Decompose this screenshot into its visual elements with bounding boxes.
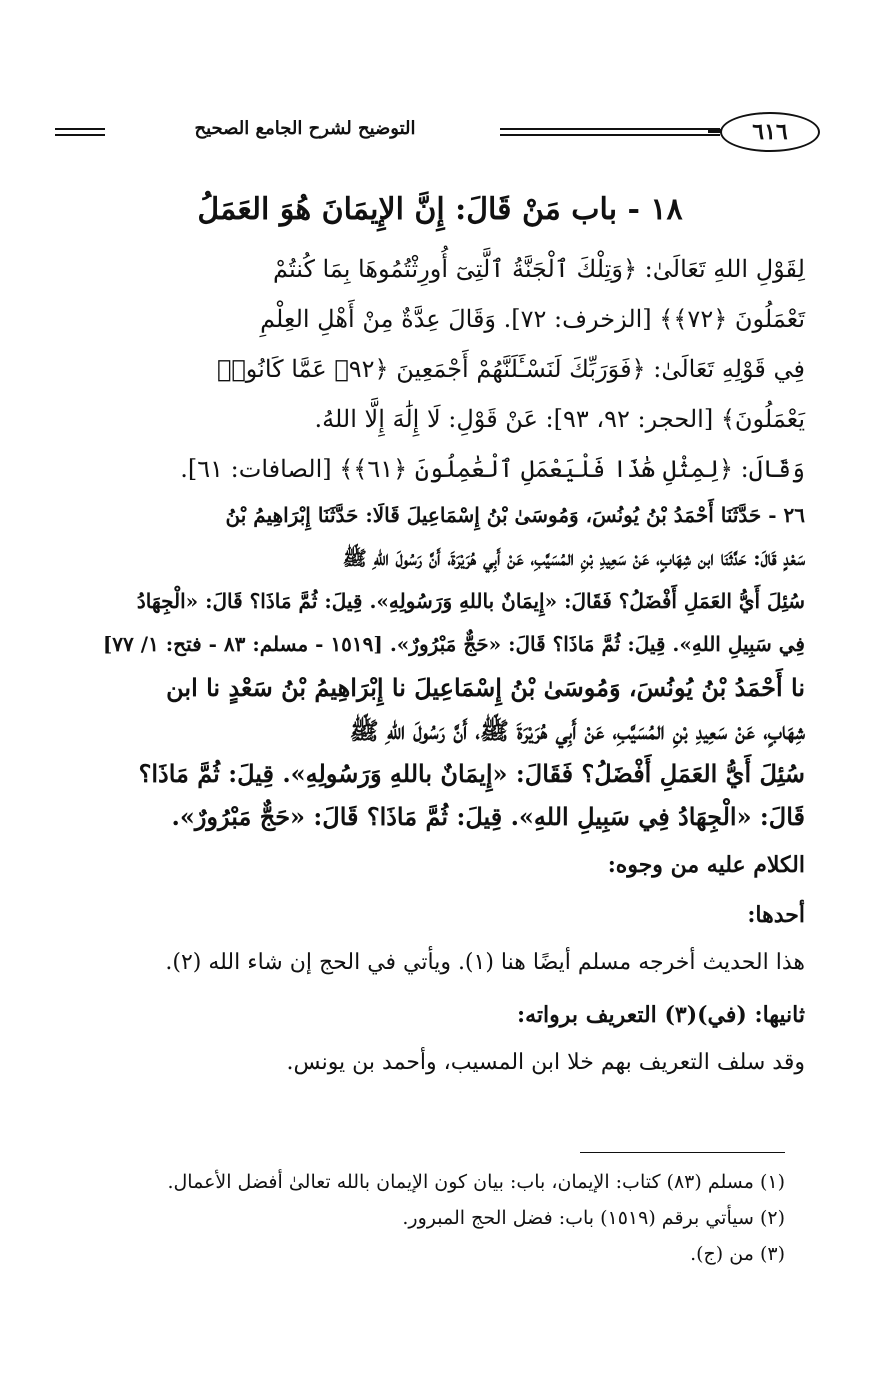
text-line: لِقَوْلِ اللهِ تَعَالَىٰ: ﴿وَتِلْكَ ٱلْجَنَّةُ ٱلَّتِىٓ أُورِثْتُمُوهَا بِمَا كُنتُمْ [273, 255, 805, 283]
footnote-separator [580, 1152, 785, 1153]
footnote: (٢) سيأتي برقم (١٥١٩) باب: فضل الحج المبرور. [402, 1207, 785, 1229]
text-line: تَعْمَلُونَ ﴿٧٢﴾﴾ [الزخرف: ٧٢]. وَقَالَ عِدَّةٌ مِنْ أَهْلِ العِلْمِ [260, 305, 805, 333]
text-line: فِي سَبِيلِ اللهِ». قِيلَ: ثُمَّ مَاذَا؟ قَالَ: «حَجٌّ مَبْرُورٌ». [١٥١٩ - مسلم: ٨٣ - فتح: ١/ ٧٧] [102, 632, 805, 656]
section-heading: أحدها: [747, 902, 805, 928]
main-text [75, 180, 805, 1088]
quran-paragraph [75, 244, 805, 494]
text-line: وَقَالَ: ﴿لِمِثْلِ هَٰذَا فَلْيَعْمَلِ ٱلْعَٰمِلُونَ ﴿٦١﴾﴾ [الصافات: ٦١]. [180, 455, 805, 483]
text-line: يَعْمَلُونَ﴾ [الحجر: ٩٢، ٩٣]: عَنْ قَوْلِ: لَا إِلَٰهَ إِلَّا اللهُ. [314, 405, 805, 433]
narration-paragraph [75, 666, 805, 838]
header-rule [55, 128, 105, 136]
book-title: التوضيح لشرح الجامع الصحيح [194, 118, 416, 139]
text-line: سُئِلَ أَيُّ العَمَلِ أَفْضَلُ؟ فَقَالَ: «إِيمَانٌ باللهِ وَرَسُولِهِ». قِيلَ: ثُمَّ مَاذَا؟ قَالَ: «الْجِهَادُ [136, 589, 805, 613]
page-number: ٦١٦ [720, 112, 820, 152]
section-text: وقد سلف التعريف بهم خلا ابن المسيب، وأحمد بن يونس. [286, 1050, 805, 1075]
footnotes [65, 1164, 785, 1272]
commentary [75, 842, 805, 1088]
text-line: سَعْدٍ قَالَ: حَدَّثَنَا ابن شِهَابٍ، عَنْ سَعِيدِ بْنِ المُسَيَّبِ، عَنْ أَبِي هُرَيْرَةَ، أَنَّ رَسُولَ اللهِ ﷺ [342, 546, 805, 570]
text-line: قَالَ: «الْجِهَادُ فِي سَبِيلِ اللهِ». قِيلَ: ثُمَّ مَاذَا؟ قَالَ: «حَجٌّ مَبْرُورٌ». [171, 802, 805, 831]
footnote: (٣) من (ج). [690, 1243, 785, 1265]
section-text: هذا الحديث أخرجه مسلم أيضًا هنا (١). ويأتي في الحج إن شاء الله (٢). [165, 950, 805, 975]
chapter-heading: ١٨ - باب مَنْ قَالَ: إِنَّ الإِيمَانَ هُوَ العَمَلُ [197, 192, 683, 227]
text-line: ٢٦ - حَدَّثَنَا أَحْمَدُ بْنُ يُونُسَ، وَمُوسَىٰ بْنُ إِسْمَاعِيلَ قَالَا: حَدَّثَنَا إِبْرَاهِيمُ بْنُ [225, 503, 805, 527]
running-header [40, 108, 830, 158]
text-line: سُئِلَ أَيُّ العَمَلِ أَفْضَلُ؟ فَقَالَ: «إِيمَانٌ باللهِ وَرَسُولِهِ». قِيلَ: ثُمَّ مَاذَا؟ [138, 759, 805, 788]
text-line: فِي قَوْلِهِ تَعَالَىٰ: ﴿فَوَرَبِّكَ لَنَسْـَٔلَنَّهُمْ أَجْمَعِينَ ﴿٩٢﴾ عَمَّا كَانُوا۟ [216, 355, 805, 383]
header-rule [500, 128, 720, 136]
footnote: (١) مسلم (٨٣) كتاب: الإيمان، باب: بيان كون الإيمان بالله تعالىٰ أفضل الأعمال. [167, 1171, 785, 1193]
section-heading: ثانيها: (في)(٣) التعريف برواته: [517, 1002, 805, 1028]
text-line: شِهَابٍ، عَنْ سَعِيدِ بْنِ المُسَيَّبِ، عَنْ أَبِي هُرَيْرَةَ ﷺ، أَنَّ رَسُولَ اللهِ ﷺ [349, 716, 805, 745]
commentary-intro: الكلام عليه من وجوه: [607, 852, 805, 878]
text-line: نا أَحْمَدُ بْنُ يُونُسَ، وَمُوسَىٰ بْنُ إِسْمَاعِيلَ نا إِبْرَاهِيمُ بْنُ سَعْدٍ نا ابن [166, 673, 805, 702]
hadith-paragraph [75, 494, 805, 666]
